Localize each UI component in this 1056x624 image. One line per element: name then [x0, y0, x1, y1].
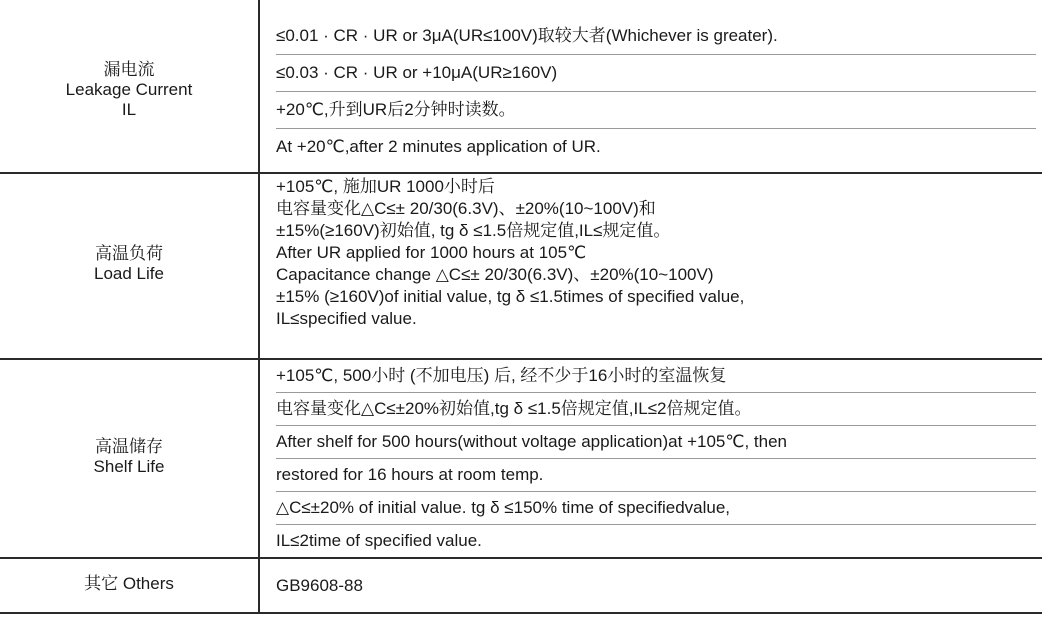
label-chinese: 高温储存 [95, 437, 163, 456]
spec-line: After UR applied for 1000 hours at 105℃ [276, 243, 587, 262]
spec-line: After shelf for 500 hours(without voltage application)at +105℃, then [276, 426, 1036, 459]
label-english: Load Life [94, 264, 164, 283]
spec-line: ≤0.03 · CR · UR or +10μA(UR≥160V) [276, 55, 1036, 92]
spec-line: restored for 16 hours at room temp. [276, 459, 1036, 492]
row-divider [0, 612, 1042, 614]
spec-line: +105℃, 施加UR 1000小时后 [276, 177, 495, 196]
row-divider [0, 172, 1042, 174]
spec-line: Capacitance change △C≤± 20/30(6.3V)、±20%(10~100V) [276, 265, 714, 284]
column-divider-top [258, 0, 260, 18]
label-english: Shelf Life [93, 457, 165, 476]
row-label-shelf-life [0, 437, 258, 477]
spec-line: ≤0.01 · CR · UR or 3μA(UR≤100V)取较大者(Whichever is greater). [276, 18, 1036, 55]
row-content-others [276, 559, 1036, 612]
label-chinese: 高温负荷 [95, 244, 163, 263]
spec-line: IL≤specified value. [276, 309, 417, 328]
spec-line: ±15%(≥160V)初始值, tg δ ≤1.5倍规定值,IL≤规定值。 [276, 221, 671, 240]
column-divider [258, 360, 260, 557]
spec-line: 电容量变化△C≤±20%初始值,tg δ ≤1.5倍规定值,IL≤2倍规定值。 [276, 393, 1036, 426]
row-label-load-life [0, 244, 258, 284]
spec-line: GB9608-88 [276, 576, 363, 595]
row-label-leakage-current [0, 60, 258, 120]
spec-line: 电容量变化△C≤± 20/30(6.3V)、±20%(10~100V)和 [276, 199, 656, 218]
column-divider [258, 559, 260, 612]
spec-line: △C≤±20% of initial value. tg δ ≤150% time of specifiedvalue, [276, 492, 1036, 525]
spec-line: IL≤2time of specified value. [276, 531, 482, 550]
row-content-load-life [276, 176, 1036, 330]
spec-line: At +20℃,after 2 minutes application of UR. [276, 137, 601, 156]
spec-line: +105℃, 500小时 (不加电压) 后, 经不少于16小时的室温恢复 [276, 360, 1036, 393]
column-divider [258, 18, 260, 172]
row-content-leakage-current [276, 18, 1036, 165]
row-label-others [0, 574, 258, 594]
row-content-shelf-life [276, 360, 1036, 557]
label-symbol: IL [121, 100, 137, 119]
spec-line: ±15% (≥160V)of initial value, tg δ ≤1.5times of specified value, [276, 287, 745, 306]
spec-line: +20℃,升到UR后2分钟时读数。 [276, 92, 1036, 129]
label-chinese: 漏电流 [103, 60, 155, 79]
label-text: 其它 Others [84, 574, 174, 593]
column-divider [258, 174, 260, 358]
label-english: Leakage Current [65, 80, 193, 99]
